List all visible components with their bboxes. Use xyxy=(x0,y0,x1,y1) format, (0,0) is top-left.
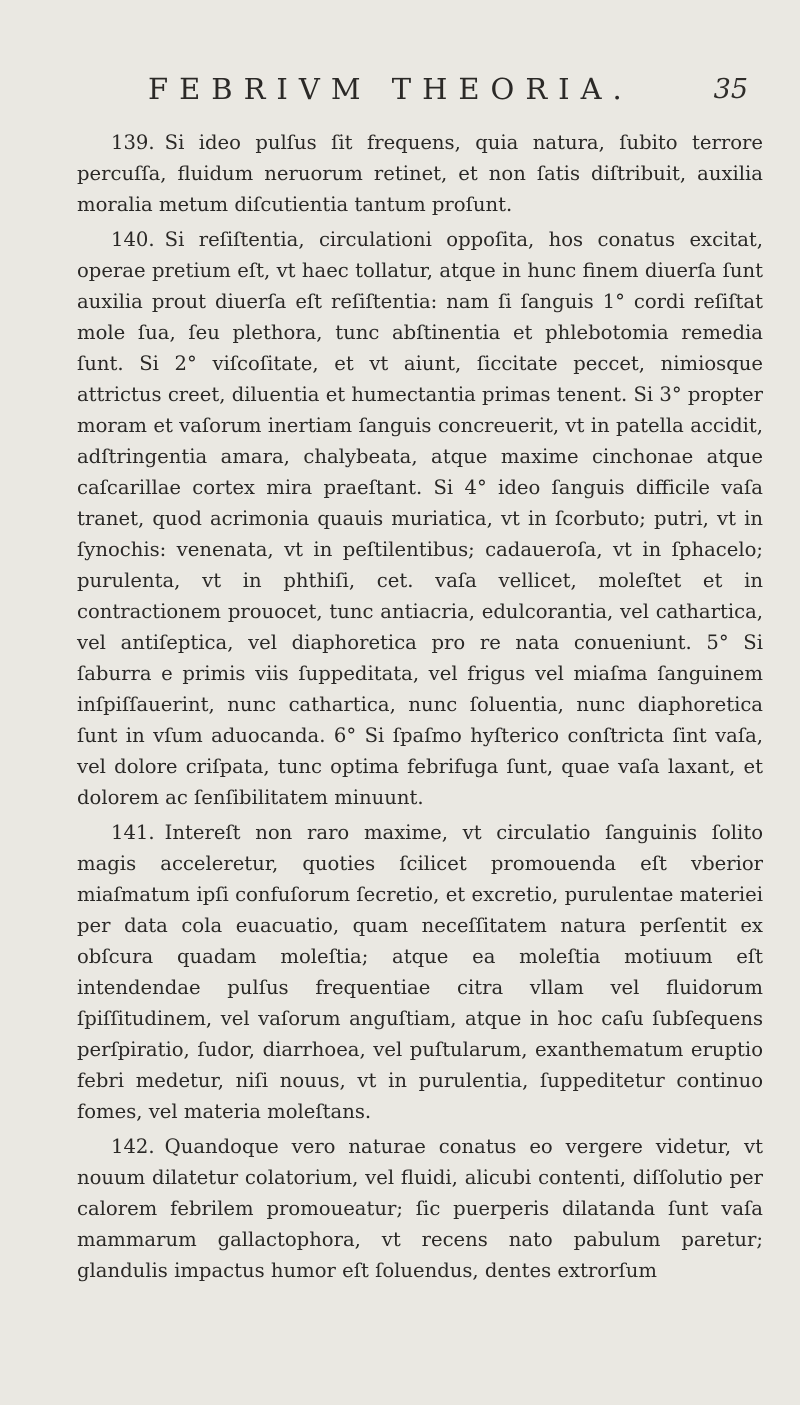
page-header xyxy=(124,72,748,112)
body-text xyxy=(77,127,763,1286)
paragraph-text: Quandoque vero naturae conatus eo vergere videtur, vt nouum dilatetur colatorium, vel fluidi, alicubi contenti, diſſolutio per calorem febrilem promoueatur; ſic puerperis dilatanda ſunt vaſa mammarum gallactophora, vt recens nato pabulum paretur; glandulis impactus humor eſt ſoluendus, dentes extrorſum xyxy=(77,1135,763,1282)
paragraph-140 xyxy=(77,224,763,813)
paragraph-number: 139. xyxy=(111,131,155,154)
paragraph-number: 140. xyxy=(111,228,155,251)
paragraph-text: Intereſt non raro maxime, vt circulatio ſanguinis ſolito magis acceleretur, quoties ſcilicet promouenda eſt vberior miaſmatum ipſi confuſorum ſecretio, et excretio, purulentae materiei per data cola euacuatio, quam neceſſitatem natura perſentit ex obſcura quadam moleſtia; atque ea moleſtia motiuum eſt intendendae pulſus frequentiae citra vllam vel fluidorum ſpiſſitudinem, vel vaſorum anguſtiam, atque in hoc caſu ſubſequens perſpiratio, ſudor, diarrhoea, vel puſtularum, exanthematum eruptio febri medetur, niſi nouus, vt in purulentia, ſuppeditetur continuo fomes, vel materia moleſtans. xyxy=(77,821,763,1123)
paragraph-text: Si reſiſtentia, circulationi oppoſita, hos conatus excitat, operae pretium eſt, vt haec tollatur, atque in hunc finem diuerſa ſunt auxilia prout diuerſa eſt reſiſtentia: nam ſi ſanguis 1° cordi reſiſtat mole ſua, ſeu plethora, tunc abſtinentia et phlebotomia remedia ſunt. Si 2° viſcoſitate, et vt aiunt, ſiccitate peccet, nimiosque attrictus creet, diluentia et humectantia primas tenent. Si 3° propter moram et vaſorum inertiam ſanguis concreuerit, vt in patella accidit, adſtringentia amara, chalybeata, atque maxime cinchonae atque caſcarillae cortex mira praeſtant. Si 4° ideo ſanguis difficile vaſa tranet, quod acrimonia quauis muriatica, vt in ſcorbuto; putri, vt in ſynochis: venenata, vt in peſtilentibus; cadaueroſa, vt in ſphacelo; purulenta, vt in phthiſi, cet. vaſa vellicet, moleſtet et in contractionem prouocet, tunc antiacria, edulcorantia, vel cathartica, vel antiſeptica, vel diaphoretica pro re nata conueniunt. 5° Si ſaburra e primis viis ſuppeditata, vel frigus vel miaſma ſanguinem inſpiſſauerint, nunc cathartica, nunc ſoluentia, nunc diaphoretica ſunt in vſum aduocanda. 6° Si ſpaſmo hyſterico conſtricta ſint vaſa, vel dolore criſpata, tunc optima febrifuga ſunt, quae vaſa laxant, et dolorem ac ſenſibilitatem minuunt. xyxy=(77,228,763,809)
running-title: FEBRIVM THEORIA. xyxy=(148,72,633,106)
paragraph-text: Si ideo pulſus ſit frequens, quia natura, ſubito terrore percuſſa, fluidum neruorum retinet, et non ſatis diſtribuit, auxilia moralia metum diſcutientia tantum proſunt. xyxy=(77,131,763,216)
paragraph-141 xyxy=(77,817,763,1127)
paragraph-number: 141. xyxy=(111,821,155,844)
paragraph-number: 142. xyxy=(111,1135,155,1158)
paragraph-142 xyxy=(77,1131,763,1286)
page-number: 35 xyxy=(713,74,748,105)
paragraph-139 xyxy=(77,127,763,220)
